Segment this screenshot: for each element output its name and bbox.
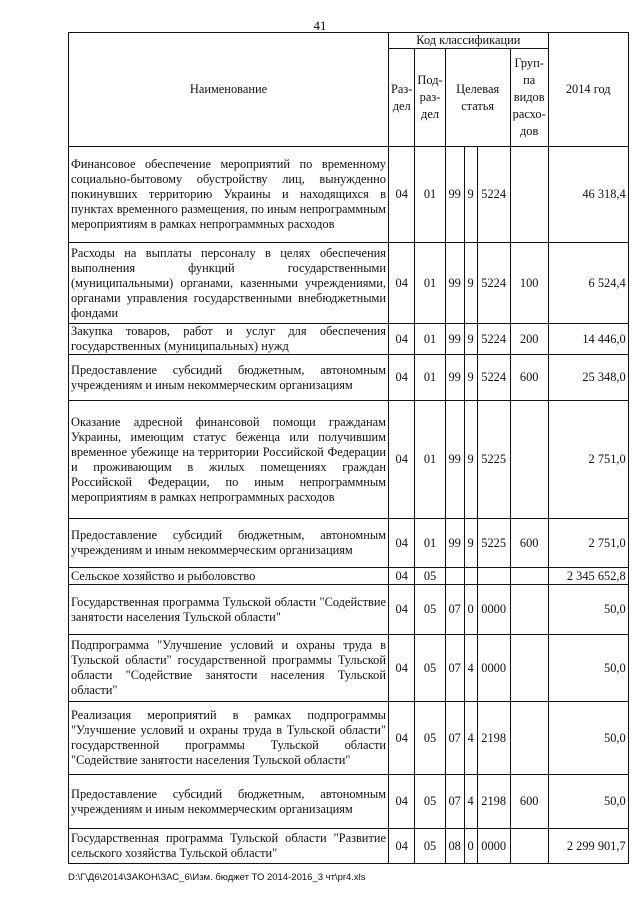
row-target-program: 99 — [445, 401, 464, 519]
table-row — [69, 702, 629, 775]
header-code-group: Код классификации — [389, 33, 549, 49]
row-expense-group — [510, 401, 548, 519]
row-podrazdel: 01 — [415, 324, 445, 355]
row-podrazdel: 01 — [415, 147, 445, 243]
header-podrazdel: Под- раз- дел — [415, 49, 445, 147]
row-amount: 6 524,4 — [548, 243, 628, 324]
row-name: Реализация мероприятий в рамках подпрограммы "Улучшение условий и охраны труда в Тульской области" государственной программы Тульской области "Содействие занятости населения Тульской области" — [69, 702, 389, 775]
table-row — [69, 519, 629, 568]
row-target-program: 99 — [445, 355, 464, 401]
row-name: Государственная программа Тульской области "Развитие сельского хозяйства Тульской области" — [69, 829, 389, 864]
row-target-subprogram: 9 — [464, 147, 477, 243]
row-amount: 2 345 652,8 — [548, 568, 628, 585]
row-target-program: 99 — [445, 324, 464, 355]
row-target-subprogram: 4 — [464, 702, 477, 775]
row-target-direction: 5225 — [477, 401, 510, 519]
row-target-direction: 2198 — [477, 702, 510, 775]
row-amount: 14 446,0 — [548, 324, 628, 355]
row-name: Государственная программа Тульской области "Содействие занятости населения Тульской области" — [69, 585, 389, 635]
row-amount: 50,0 — [548, 775, 628, 829]
row-podrazdel: 05 — [415, 775, 445, 829]
row-razdel: 04 — [389, 401, 415, 519]
row-razdel: 04 — [389, 147, 415, 243]
row-expense-group — [510, 147, 548, 243]
row-amount: 2 751,0 — [548, 401, 628, 519]
header-name: Наименование — [69, 33, 389, 147]
row-target-subprogram: 9 — [464, 519, 477, 568]
row-target-program: 08 — [445, 829, 464, 864]
row-amount: 25 348,0 — [548, 355, 628, 401]
table-row — [69, 401, 629, 519]
row-target-program: 07 — [445, 635, 464, 702]
row-name: Предоставление субсидий бюджетным, автономным учреждениям и иным некоммерческим организациям — [69, 519, 389, 568]
row-amount: 2 299 901,7 — [548, 829, 628, 864]
row-target-program: 07 — [445, 702, 464, 775]
row-name: Подпрограмма "Улучшение условий и охраны труда в Тульской области" государственной программы Тульской области "Содействие занятости населения Тульской области" — [69, 635, 389, 702]
header-expense-group: Груп- па видов расхо- дов — [510, 49, 548, 147]
budget-table — [68, 32, 629, 864]
table-row — [69, 147, 629, 243]
row-target-direction: 0000 — [477, 829, 510, 864]
row-razdel: 04 — [389, 243, 415, 324]
row-amount: 50,0 — [548, 635, 628, 702]
row-amount: 2 751,0 — [548, 519, 628, 568]
row-amount: 50,0 — [548, 585, 628, 635]
row-target-subprogram: 4 — [464, 775, 477, 829]
row-podrazdel: 05 — [415, 585, 445, 635]
table-row — [69, 324, 629, 355]
row-target-program: 99 — [445, 243, 464, 324]
row-name: Закупка товаров, работ и услуг для обеспечения государственных (муниципальных) нужд — [69, 324, 389, 355]
table-row — [69, 829, 629, 864]
row-target-subprogram: 4 — [464, 635, 477, 702]
row-target-subprogram — [464, 568, 477, 585]
row-expense-group — [510, 568, 548, 585]
row-amount: 50,0 — [548, 702, 628, 775]
row-target-subprogram: 0 — [464, 829, 477, 864]
row-razdel: 04 — [389, 775, 415, 829]
table-row — [69, 355, 629, 401]
row-razdel: 04 — [389, 355, 415, 401]
table-row — [69, 243, 629, 324]
row-expense-group: 100 — [510, 243, 548, 324]
row-target-direction: 5224 — [477, 355, 510, 401]
row-expense-group — [510, 585, 548, 635]
row-name: Расходы на выплаты персоналу в целях обеспечения выполнения функций государственными (муниципальными) органами, казенными учреждениями, органами управления государственными внебюджетными фондами — [69, 243, 389, 324]
row-expense-group — [510, 829, 548, 864]
row-podrazdel: 05 — [415, 829, 445, 864]
row-podrazdel: 05 — [415, 568, 445, 585]
row-name: Предоставление субсидий бюджетным, автономным учреждениям и иным некоммерческим организациям — [69, 775, 389, 829]
row-razdel: 04 — [389, 519, 415, 568]
row-expense-group: 600 — [510, 775, 548, 829]
row-target-direction: 5224 — [477, 243, 510, 324]
row-target-program: 07 — [445, 585, 464, 635]
row-expense-group — [510, 702, 548, 775]
row-target-program: 99 — [445, 147, 464, 243]
row-target-direction — [477, 568, 510, 585]
row-target-subprogram: 9 — [464, 355, 477, 401]
row-razdel: 04 — [389, 702, 415, 775]
row-podrazdel: 05 — [415, 635, 445, 702]
table-row — [69, 775, 629, 829]
row-target-subprogram: 0 — [464, 585, 477, 635]
row-target-program: 07 — [445, 775, 464, 829]
header-target-article: Целевая статья — [445, 49, 510, 147]
row-podrazdel: 05 — [415, 702, 445, 775]
row-razdel: 04 — [389, 635, 415, 702]
row-target-program — [445, 568, 464, 585]
row-podrazdel: 01 — [415, 355, 445, 401]
table-row — [69, 635, 629, 702]
header-razdel: Раз- дел — [389, 49, 415, 147]
row-target-direction: 2198 — [477, 775, 510, 829]
row-target-direction: 0000 — [477, 635, 510, 702]
row-razdel: 04 — [389, 568, 415, 585]
row-name: Финансовое обеспечение мероприятий по временному социально-бытовому обустройству лиц, вынужденно покинувших территорию Украины и находящихся в пунктах временного размещения, по иным непрограммным мероприятиям в рамках непрограммных расходов — [69, 147, 389, 243]
row-name: Оказание адресной финансовой помощи гражданам Украины, имеющим статус беженца или получившим временное убежище на территории Российской Федерации и проживающим в жилых помещениях граждан Российской Федерации, по иным непрограммным мероприятиям в рамках непрограммных расходов — [69, 401, 389, 519]
row-target-subprogram: 9 — [464, 243, 477, 324]
row-expense-group: 600 — [510, 519, 548, 568]
row-target-direction: 0000 — [477, 585, 510, 635]
row-razdel: 04 — [389, 324, 415, 355]
table-row — [69, 585, 629, 635]
row-razdel: 04 — [389, 829, 415, 864]
row-target-direction: 5224 — [477, 147, 510, 243]
row-podrazdel: 01 — [415, 243, 445, 324]
page-number: 41 — [313, 18, 327, 33]
row-amount: 46 318,4 — [548, 147, 628, 243]
row-expense-group: 600 — [510, 355, 548, 401]
header-year: 2014 год — [548, 33, 628, 147]
row-target-direction: 5224 — [477, 324, 510, 355]
row-target-direction: 5225 — [477, 519, 510, 568]
row-expense-group: 200 — [510, 324, 548, 355]
row-target-subprogram: 9 — [464, 324, 477, 355]
row-podrazdel: 01 — [415, 519, 445, 568]
table-body — [69, 147, 629, 864]
table-row — [69, 568, 629, 585]
file-path-footer: D:\Г\Д6\2014\ЗАКОН\ЗАС_6\Изм. бюджет ТО 2014-2016_3 чт\pr4.xls — [68, 872, 366, 883]
row-podrazdel: 01 — [415, 401, 445, 519]
row-name: Предоставление субсидий бюджетным, автономным учреждениям и иным некоммерческим организациям — [69, 355, 389, 401]
row-target-program: 99 — [445, 519, 464, 568]
row-name: Сельское хозяйство и рыболовство — [69, 568, 389, 585]
row-target-subprogram: 9 — [464, 401, 477, 519]
row-razdel: 04 — [389, 585, 415, 635]
row-expense-group — [510, 635, 548, 702]
